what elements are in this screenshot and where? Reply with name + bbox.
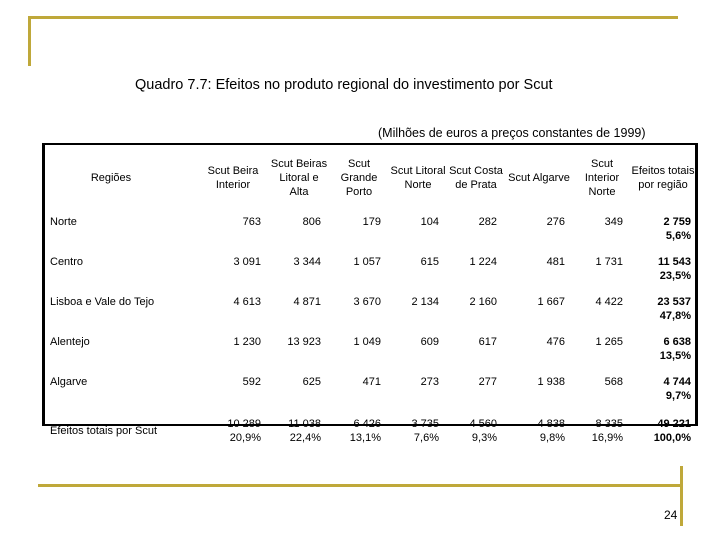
total-value: 6 426 (353, 418, 381, 430)
total-percent: 22,4% (289, 432, 321, 444)
total-value: 23 537 (657, 296, 691, 308)
value-cell: 3 670 (353, 296, 381, 308)
value-cell (573, 411, 631, 451)
value-cell: 568 (604, 376, 623, 388)
value-cell: 806 (302, 216, 321, 228)
column-header: Scut Beira Interior (207, 165, 259, 191)
value-cell: 1 731 (595, 256, 623, 268)
value-cell: 625 (302, 376, 321, 388)
decorative-bottom-rule (38, 484, 683, 487)
total-value: 8 335 (595, 418, 623, 430)
total-cell (631, 251, 695, 291)
table-row (45, 291, 695, 331)
value-cell: 3 091 (233, 256, 261, 268)
value-cell: 592 (242, 376, 261, 388)
total-value: 11 038 (288, 418, 321, 430)
total-value: 11 543 (657, 256, 691, 268)
value-cell (329, 411, 389, 451)
total-cell (631, 371, 695, 411)
table-row (45, 211, 695, 251)
value-cell: 617 (478, 336, 497, 348)
total-value: 4 744 (663, 376, 691, 388)
value-cell: 4 422 (595, 296, 623, 308)
table-row (45, 331, 695, 371)
table-row (45, 371, 695, 411)
total-percent: 5,6% (665, 230, 691, 242)
value-cell: 609 (420, 336, 439, 348)
total-percent: 7,6% (413, 432, 439, 444)
total-percent: 100,0% (653, 432, 691, 444)
units-note: (Milhões de euros a preços constantes de 1999) (378, 126, 646, 140)
value-cell: 1 224 (469, 256, 497, 268)
total-value: 3 735 (411, 418, 439, 430)
total-percent: 13,1% (349, 432, 381, 444)
value-cell: 615 (420, 256, 439, 268)
value-cell: 763 (242, 216, 261, 228)
total-percent: 23,5% (659, 270, 691, 282)
column-header: Scut Litoral Norte (390, 165, 446, 191)
total-cell (631, 411, 695, 451)
value-cell: 1 230 (233, 336, 261, 348)
value-cell: 2 160 (469, 296, 497, 308)
value-cell: 2 134 (411, 296, 439, 308)
region-cell: Centro (50, 256, 84, 268)
value-cell: 13 923 (287, 336, 321, 348)
region-cell: Alentejo (50, 336, 90, 348)
decorative-top-rule (28, 16, 678, 19)
column-header: Scut Algarve (508, 172, 570, 184)
value-cell: 1 667 (537, 296, 565, 308)
total-value: 4 560 (469, 418, 497, 430)
total-cell (631, 331, 695, 371)
total-cell (631, 291, 695, 331)
region-cell: Lisboa e Vale do Tejo (50, 296, 155, 308)
header-row (45, 145, 695, 211)
total-percent: 16,9% (591, 432, 623, 444)
value-cell (389, 411, 447, 451)
total-value: 10 289 (227, 418, 261, 430)
column-header: Scut Beiras Litoral e Alta (270, 158, 328, 198)
value-cell: 481 (546, 256, 565, 268)
column-header: Scut Grande Porto (340, 158, 378, 198)
region-cell: Algarve (50, 376, 88, 388)
column-header: Efeitos totais por região (631, 165, 695, 191)
total-percent: 9,7% (665, 390, 691, 402)
decorative-left-rule (28, 16, 31, 66)
value-cell: 273 (420, 376, 439, 388)
column-header: Scut Interior Norte (584, 158, 620, 198)
total-value: 49 221 (657, 418, 691, 430)
total-cell (631, 211, 695, 251)
value-cell (505, 411, 573, 451)
value-cell: 4 871 (293, 296, 321, 308)
total-percent: 20,9% (229, 432, 261, 444)
data-table (45, 145, 695, 451)
value-cell: 277 (478, 376, 497, 388)
total-percent: 47,8% (659, 310, 691, 322)
value-cell: 1 938 (537, 376, 565, 388)
value-cell: 3 344 (293, 256, 321, 268)
value-cell (269, 411, 329, 451)
value-cell: 1 265 (595, 336, 623, 348)
value-cell: 4 613 (233, 296, 261, 308)
value-cell: 471 (362, 376, 381, 388)
value-cell (447, 411, 505, 451)
region-cell: Efeitos totais por Scut (50, 425, 157, 437)
value-cell: 1 049 (353, 336, 381, 348)
column-header: Scut Costa de Prata (449, 165, 503, 191)
decorative-right-rule (680, 466, 683, 526)
total-value: 4 838 (537, 418, 565, 430)
value-cell: 104 (420, 216, 439, 228)
value-cell (197, 411, 269, 451)
total-percent: 9,3% (471, 432, 497, 444)
value-cell: 476 (546, 336, 565, 348)
totals-row (45, 411, 695, 451)
value-cell: 282 (478, 216, 497, 228)
value-cell: 179 (362, 216, 381, 228)
value-cell: 1 057 (353, 256, 381, 268)
value-cell: 276 (546, 216, 565, 228)
slide-title: Quadro 7.7: Efeitos no produto regional do investimento por Scut (135, 77, 553, 93)
total-value: 6 638 (663, 336, 691, 348)
total-percent: 13,5% (659, 350, 691, 362)
region-cell: Norte (50, 216, 77, 228)
total-percent: 9,8% (539, 432, 565, 444)
column-header: Regiões (90, 172, 132, 184)
table-row (45, 251, 695, 291)
page-number: 24 (664, 508, 678, 522)
total-value: 2 759 (663, 216, 691, 228)
value-cell: 349 (604, 216, 623, 228)
